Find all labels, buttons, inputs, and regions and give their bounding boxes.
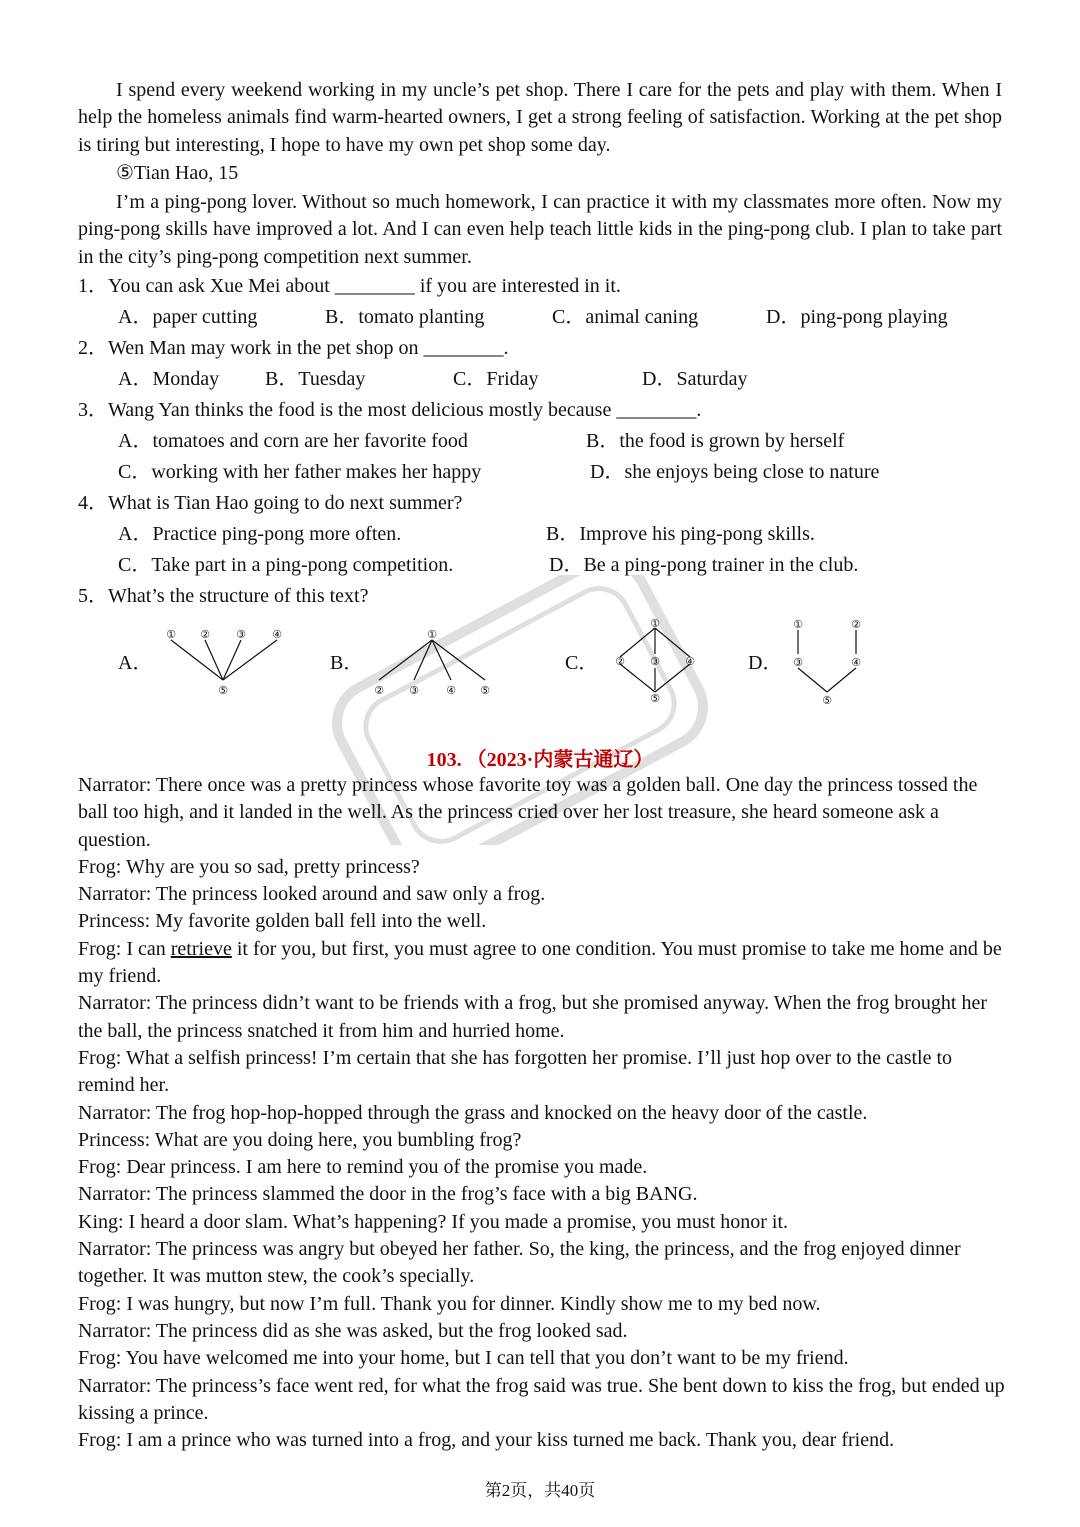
q3-option-d[interactable]: D．she enjoys being close to nature <box>590 461 880 483</box>
question-5: 5．What’s the structure of this text? <box>78 585 369 607</box>
node-label: ① <box>427 628 437 641</box>
q5-option-c[interactable]: C． <box>565 652 599 674</box>
q3-option-b[interactable]: B．the food is grown by herself <box>586 430 845 452</box>
q5-option-d[interactable]: D． <box>748 652 783 674</box>
section-heading: 103. （2023·内蒙古通辽） <box>426 749 654 771</box>
q1-option-b[interactable]: B．tomato planting <box>325 306 485 328</box>
node-label: ② <box>374 684 384 697</box>
intro-paragraph: I spend every weekend working in my uncle’s pet shop. There I care for the pets and play with them. When I help the homeless animals find warm-hearted owners, I get a strong feeling of satisfaction. Working at the pet shop is tiring but interesting, I hope to have my own pet shop some day. <box>78 79 1002 156</box>
story-text <box>78 772 1008 1454</box>
structure-diagram-c <box>600 612 710 707</box>
node-label: ③ <box>650 655 660 668</box>
node-label: ② <box>200 628 210 641</box>
node-label: ④ <box>685 655 695 668</box>
node-label: ① <box>650 617 660 630</box>
story-line: Frog: I am a prince who was turned into a frog, and your kiss turned me back. Thank you, dear friend. <box>78 1429 895 1452</box>
node-label: ② <box>615 655 625 668</box>
q4-option-d[interactable]: D．Be a ping-pong trainer in the club. <box>549 554 859 576</box>
tian-hao-header: ⑤Tian Hao, 15 <box>116 162 239 184</box>
node-label: ③ <box>409 684 419 697</box>
story-line: Narrator: The princess was angry but obeyed her father. So, the king, the princess, and the frog enjoyed dinner together. It was mutton stew, the cook’s specially. <box>78 1238 961 1288</box>
question-1: 1．You can ask Xue Mei about ________ if you are interested in it. <box>78 275 621 297</box>
node-label: ① <box>793 618 803 631</box>
q5-option-a[interactable]: A． <box>118 652 153 674</box>
q1-option-c[interactable]: C．animal caning <box>552 306 699 328</box>
story-line: Narrator: There once was a pretty princess whose favorite toy was a golden ball. One day the princess tossed the ball too high, and it landed in the well. As the princess cried over her lost treasure, she heard someone ask a question. <box>78 774 978 851</box>
q2-option-c[interactable]: C．Friday <box>453 368 539 390</box>
node-label: ④ <box>851 656 861 669</box>
story-line: Narrator: The frog hop-hop-hopped through the grass and knocked on the heavy door of the castle. <box>78 1101 868 1124</box>
node-label: ③ <box>793 656 803 669</box>
node-label: ③ <box>236 628 246 641</box>
node-label: ⑤ <box>480 684 490 697</box>
story-line: King: I heard a door slam. What’s happening? If you made a promise, you must honor it. <box>78 1210 789 1233</box>
retrieve-before: Frog: I can <box>78 937 171 960</box>
node-label: ① <box>166 628 176 641</box>
story-line: Frog: You have welcomed me into your home, but I can tell that you don’t want to be my friend. <box>78 1347 849 1370</box>
story-line: Narrator: The princess looked around and saw only a frog. <box>78 883 546 906</box>
q4-option-c[interactable]: C．Take part in a ping-pong competition. <box>118 554 454 576</box>
story-line: Narrator: The princess did as she was asked, but the frog looked sad. <box>78 1319 628 1342</box>
node-label: ⑤ <box>650 692 660 705</box>
node-label: ⑤ <box>822 694 832 707</box>
story-line: Princess: My favorite golden ball fell into the well. <box>78 910 487 933</box>
structure-diagram-b <box>365 618 505 703</box>
q3-option-a[interactable]: A．tomatoes and corn are her favorite food <box>118 430 468 452</box>
question-2: 2．Wen Man may work in the pet shop on ________. <box>78 337 509 359</box>
story-line: Frog: What a selfish princess! I’m certain that she has forgotten her promise. I’ll just hop over to the castle to remind her. <box>78 1046 953 1097</box>
story-line-retrieve <box>78 936 1008 991</box>
node-label: ⑤ <box>218 684 228 697</box>
story-line: Frog: I was hungry, but now I’m full. Thank you for dinner. Kindly show me to my bed now. <box>78 1292 821 1315</box>
q4-option-a[interactable]: A．Practice ping-pong more often. <box>118 523 402 545</box>
story-line: Frog: Dear princess. I am here to remind you of the promise you made. <box>78 1156 648 1179</box>
q4-option-b[interactable]: B．Improve his ping-pong skills. <box>546 523 815 545</box>
retrieve-after: it for you, but first, you must agree to one condition. You must promise to take me home and be my friend. <box>78 937 1002 988</box>
node-label: ④ <box>272 628 282 641</box>
node-label: ② <box>851 618 861 631</box>
node-label: ④ <box>446 684 456 697</box>
question-3: 3．Wang Yan thinks the food is the most delicious mostly because ________. <box>78 399 702 421</box>
story-line: Frog: Why are you so sad, pretty princess? <box>78 855 420 878</box>
story-line: Narrator: The princess didn’t want to be friends with a frog, but she promised anyway. When the frog brought her the ball, the princess snatched it from him and hurried home. <box>78 992 988 1042</box>
structure-diagram-a <box>155 618 295 703</box>
q2-option-b[interactable]: B．Tuesday <box>265 368 366 390</box>
story-line: Princess: What are you doing here, you bumbling frog? <box>78 1128 522 1151</box>
tian-hao-paragraph: I’m a ping-pong lover. Without so much homework, I can practice it with my classmates more often. Now my ping-pong skills have improved a lot. And I can even help teach little kids in the ping-pong club. I plan to take part in the city’s ping-pong competition next summer. <box>78 191 1002 268</box>
q5-option-b[interactable]: B． <box>330 652 364 674</box>
q2-option-d[interactable]: D．Saturday <box>642 368 748 390</box>
retrieve-word: retrieve <box>170 937 232 960</box>
q2-option-a[interactable]: A．Monday <box>118 368 220 390</box>
q1-option-a[interactable]: A．paper cutting <box>118 306 258 328</box>
structure-diagram-d <box>780 612 880 712</box>
story-line: Narrator: The princess’s face went red, for what the frog said was true. She bent down to kiss the frog, but ended up kissing a prince. <box>78 1374 1005 1424</box>
q1-option-d[interactable]: D．ping-pong playing <box>766 306 948 328</box>
story-line: Narrator: The princess slammed the door in the frog’s face with a big BANG. <box>78 1183 698 1206</box>
page-footer: 第2页，共40页 <box>484 1481 596 1500</box>
question-4: 4．What is Tian Hao going to do next summer? <box>78 492 463 514</box>
q3-option-c[interactable]: C．working with her father makes her happy <box>118 461 482 483</box>
